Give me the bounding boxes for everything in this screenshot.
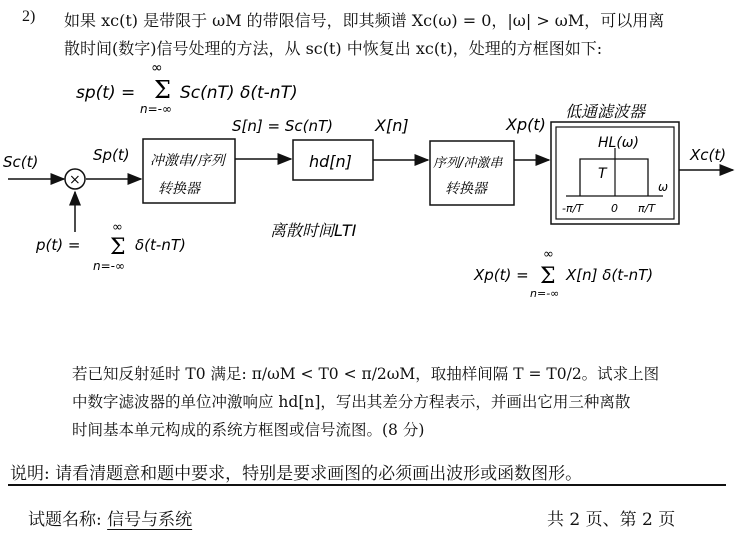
sp-sum-sign: Σ xyxy=(154,76,171,104)
box3-line2: 转换器 xyxy=(445,181,487,197)
sp-sum-upper: ∞ xyxy=(151,60,163,76)
lpf-tick-zero: 0 xyxy=(611,202,618,215)
question-line-1: 如果 xc(t) 是带限于 ωM 的带限信号，即其频谱 Xc(ω) = 0，|ω| > ωM，可以用离 xyxy=(64,11,665,30)
lpf-omega: ω xyxy=(658,180,669,194)
xp-sum-upper: ∞ xyxy=(543,247,554,262)
question-line-2: 散时间(数字)信号处理的方法，从 sc(t) 中恢复出 xc(t)，处理的方框图如下: xyxy=(64,39,603,58)
sp-sum-lower: n=-∞ xyxy=(140,102,172,116)
hd-label: hd[n] xyxy=(309,152,352,171)
footer-subject xyxy=(28,505,192,530)
s-n-label: S[n] = Sc(nT) xyxy=(232,117,333,135)
box3-line1: 序列/冲激串 xyxy=(433,156,503,171)
box1-line1: 冲激串/序列 xyxy=(150,153,225,169)
subquestion-line-3: 时间基本单元构成的系统方框图或信号流图。(8 分) xyxy=(72,421,425,439)
xp-label: Xp(t) xyxy=(506,115,546,134)
xp-sum-sign: Σ xyxy=(540,264,556,289)
xp-sum-lower: n=-∞ xyxy=(530,287,560,300)
subject-name: 信号与系统 xyxy=(107,510,193,530)
sp-label: Sp(t) xyxy=(93,146,130,164)
question-number: 2) xyxy=(22,8,36,25)
instruction-note: 说明: 请看清题意和题中要求，特别是要求画图的必须画出波形或函数图形。 xyxy=(10,464,583,484)
p-sum-upper: ∞ xyxy=(112,220,123,235)
lpf-passband xyxy=(580,159,648,196)
block-diagram xyxy=(0,58,738,308)
xp-formula-left: Xp(t) = xyxy=(474,266,529,284)
lti-caption: 离散时间LTI xyxy=(270,221,357,240)
subquestion-line-1: 若已知反射延时 T0 满足: π/ωM < T0 < π/2ωM，取抽样间隔 T = T0/2。试求上图 xyxy=(72,365,660,383)
p-sum-lower: n=-∞ xyxy=(93,259,125,273)
subquestion-line-2: 中数字滤波器的单位冲激响应 hd[n]，写出其差分方程表示，并画出它用三种离散 xyxy=(72,393,631,411)
lpf-tick-pos: π/T xyxy=(638,202,656,215)
sp-formula-right: Sc(nT) δ(t-nT) xyxy=(180,83,298,103)
output-label: Xc(t) xyxy=(690,146,727,164)
multiplier-symbol: × xyxy=(69,172,81,188)
page-indicator: 共 2 页、第 2 页 xyxy=(547,510,676,530)
lpf-tick-neg: -π/T xyxy=(562,202,584,215)
xp-formula-right: X[n] δ(t-nT) xyxy=(566,266,654,284)
lpf-title: 低通滤波器 xyxy=(565,102,646,121)
p-formula-left: p(t) = xyxy=(36,236,81,254)
sp-formula-left: sp(t) = xyxy=(76,83,136,103)
p-sum-sign: Σ xyxy=(110,235,126,260)
lpf-h-label: HL(ω) xyxy=(598,135,639,151)
x-n-label: X[n] xyxy=(375,116,409,135)
sc-input-label: Sc(t) xyxy=(3,153,39,171)
p-formula-right: δ(t-nT) xyxy=(135,236,186,254)
divider-line xyxy=(8,484,726,486)
lpf-gain: T xyxy=(598,166,607,182)
footer-label: 试题名称: xyxy=(28,510,102,530)
box1-line2: 转换器 xyxy=(158,181,200,197)
